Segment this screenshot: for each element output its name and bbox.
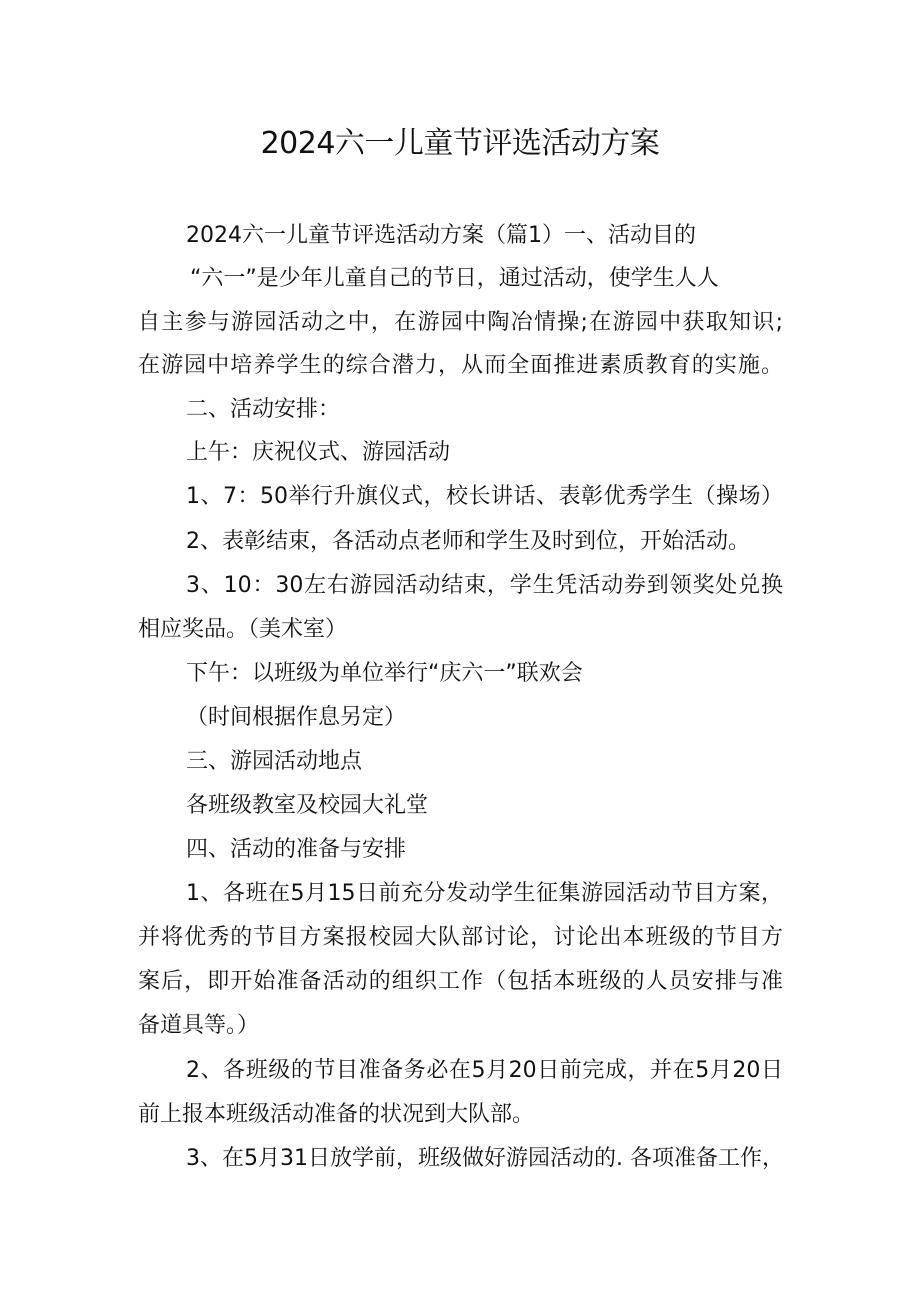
paragraph-line: 3、在5月31日放学前，班级做好游园活动的. 各项准备工作， xyxy=(186,1146,784,1171)
paragraph-line: 前上报本班级活动准备的状况到大队部。 xyxy=(138,1102,535,1127)
section-heading-3: 三、游园活动地点 xyxy=(186,749,363,774)
paragraph-line: 相应奖品。（美术室） xyxy=(138,617,348,642)
paragraph-line: 各班级教室及校园大礼堂 xyxy=(186,793,429,818)
paragraph-line: 案后，即开始准备活动的组织工作（包括本班级的人员安排与准 xyxy=(138,969,783,994)
paragraph-line: 上午：庆祝仪式、游园活动 xyxy=(186,440,451,465)
paragraph-line: 自主参与游园活动之中，在游园中陶冶情操;在游园中获取知识; xyxy=(138,310,783,335)
paragraph-line: 2、表彰结束，各活动点老师和学生及时到位，开始活动。 xyxy=(186,529,750,554)
paragraph-line: 并将优秀的节目方案报校园大队部讨论，讨论出本班级的节目方 xyxy=(138,925,783,950)
paragraph-line: 备道具等。） xyxy=(138,1013,260,1038)
document-title: 2024六一儿童节评选活动方案 xyxy=(260,126,660,161)
section-heading-4: 四、活动的准备与安排 xyxy=(186,837,407,862)
section-heading-2: 二、活动安排： xyxy=(186,397,341,422)
paragraph-line: 在游园中培养学生的综合潜力，从而全面推进素质教育的实施。 xyxy=(138,353,783,378)
paragraph-line: （时间根据作息另定） xyxy=(186,705,407,730)
paragraph-line: “六一”是少年儿童自己的节日，通过活动，使学生人人 xyxy=(190,266,719,291)
paragraph-line: 1、7：50举行升旗仪式，校长讲话、表彰优秀学生（操场） xyxy=(186,484,783,509)
section-heading-1: 2024六一儿童节评选活动方案（篇1）一、活动目的 xyxy=(186,223,696,248)
paragraph-line: 下午：以班级为单位举行“庆六一”联欢会 xyxy=(186,661,583,686)
paragraph-line: 1、各班在5月15日前充分发动学生征集游园活动节目方案， xyxy=(186,881,783,906)
paragraph-line: 3、10：30左右游园活动结束，学生凭活动券到领奖处兑换 xyxy=(186,573,783,598)
paragraph-line: 2、各班级的节目准备务必在5月20日前完成，并在5月20日 xyxy=(186,1058,783,1083)
